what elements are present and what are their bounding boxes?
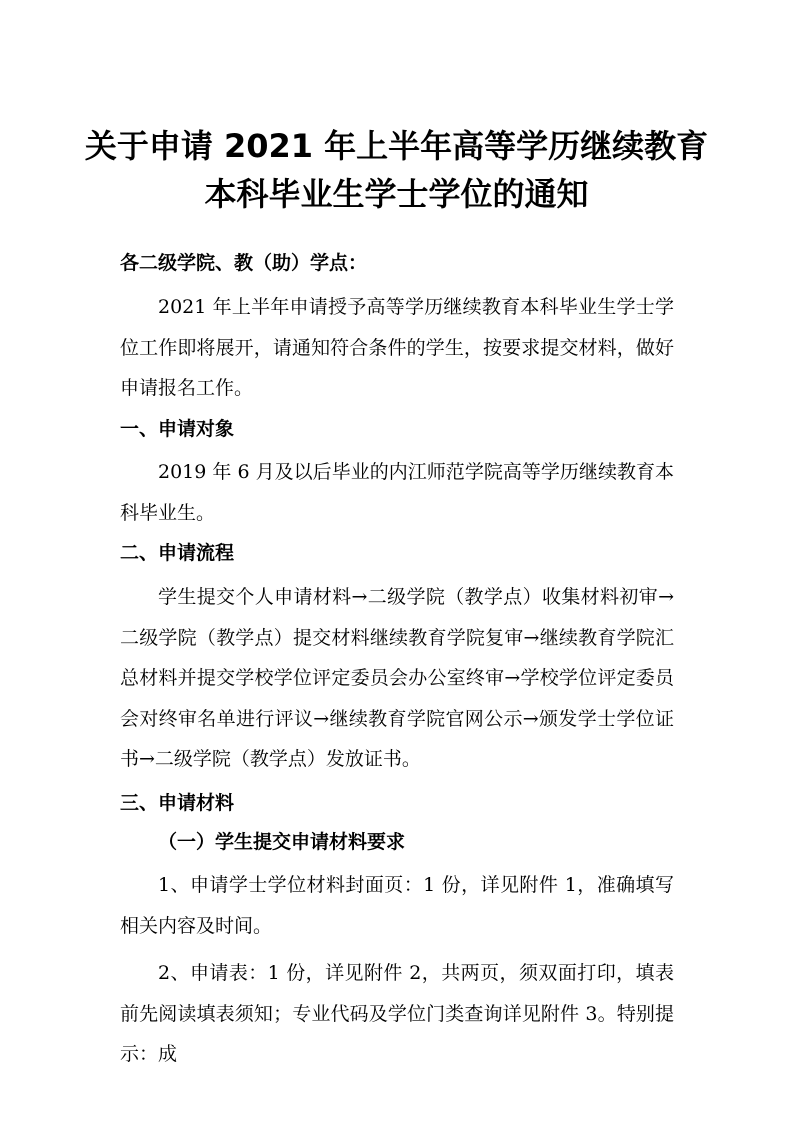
section-2-heading: 二、申请流程	[120, 542, 235, 564]
salutation: 各二级学院、教（助）学点：	[120, 252, 368, 274]
document-title-line-1: 关于申请 2021 年上半年高等学历继续教育	[84, 127, 709, 165]
section-3-item-2: 2、申请表：1 份，详见附件 2，共两页，须双面打印，填表前先阅读填表须知；专业代码及学位门类查询详见附件 3。特别提示：成	[120, 962, 674, 1065]
section-2-body: 学生提交个人申请材料→二级学院（教学点）收集材料初审→二级学院（教学点）提交材料继续教育学院复审→继续教育学院汇总材料并提交学校学位评定委员会办公室终审→学校学位评定委员会对终审名单进行评议→继续教育学院官网公示→颁发学士学位证书→二级学院（教学点）发放证书。	[120, 586, 674, 770]
section-3-item-1: 1、申请学士学位材料封面页：1 份，详见附件 1，准确填写相关内容及时间。	[120, 874, 674, 937]
section-1-body: 2019 年 6 月及以后毕业的内江师范学院高等学历继续教育本科毕业生。	[120, 461, 674, 524]
intro-paragraph: 2021 年上半年申请授予高等学历继续教育本科毕业生学士学位工作即将展开，请通知符合条件的学生，按要求提交材料，做好申请报名工作。	[120, 296, 674, 399]
section-3-heading: 三、申请材料	[120, 792, 235, 814]
document-title-line-2: 本科毕业生学士学位的通知	[204, 175, 589, 213]
section-3-subheading: （一）学生提交申请材料要求	[158, 831, 406, 853]
section-1-heading: 一、申请对象	[120, 418, 235, 440]
